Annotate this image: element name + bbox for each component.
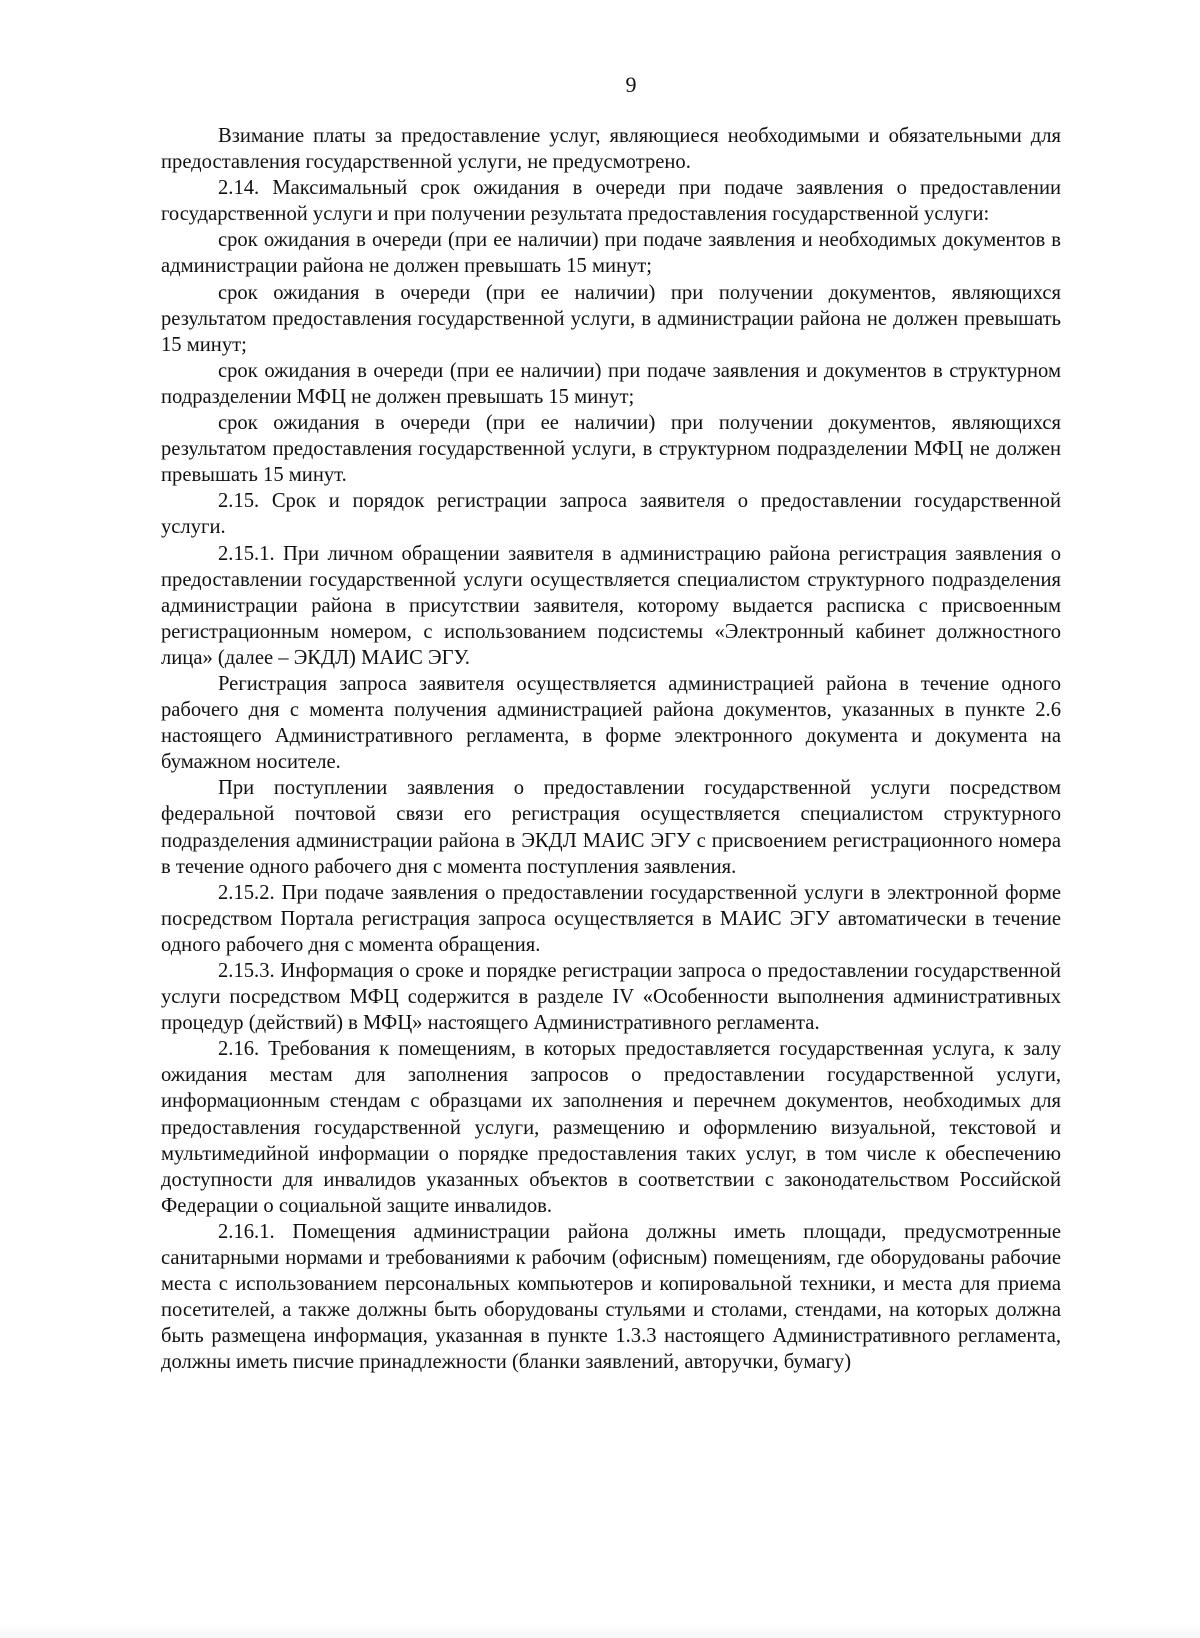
document-body xyxy=(161,123,1061,1376)
scan-bottom-edge xyxy=(0,1622,1200,1638)
paragraph-2-15-1: 2.15.1. При личном обращении заявителя в администрацию района регистрация заявления о предоставлении государственной услуги осуществляется специалистом структурного подразделения администрации района в присутствии заявителя, которому выдается расписка с присвоенным регистрационным номером, с использованием подсистемы «Электронный кабинет должностного лица» (далее – ЭКДЛ) МАИС ЭГУ. xyxy=(161,542,1061,669)
paragraph-fee: Взимание платы за предоставление услуг, являющиеся необходимыми и обязательными для предоставления государственной услуги, не предусмотрено. xyxy=(161,125,1061,174)
paragraph-2-14: 2.14. Максимальный срок ожидания в очереди при подаче заявления о предоставлении государственной услуги и при получении результата предоставления государственной услуги: xyxy=(161,177,1061,226)
paragraph-registration-post: При поступлении заявления о предоставлении государственной услуги посредством федеральной почтовой связи его регистрация осуществляется специалистом структурного подразделения администрации района в ЭКДЛ МАИС ЭГУ с присвоением регистрационного номера в течение одного рабочего дня с момента поступления заявления. xyxy=(161,777,1061,878)
page-number: 9 xyxy=(625,72,637,97)
paragraph-2-16: 2.16. Требования к помещениям, в которых предоставляется государственная услуга, к залу ожидания местам для заполнения запросов о предоставлении государственной услуги, информационным стендам с образцами их заполнения и перечнем документов, необходимых для предоставления государственной услуги, размещению и оформлению визуальной, текстовой и мультимедийной информации о порядке предоставления таких услуг, в том числе к обеспечению доступности для инвалидов указанных объектов в соответствии с законодательством Российской Федерации о социальной защите инвалидов. xyxy=(161,1038,1061,1217)
paragraph-2-15: 2.15. Срок и порядок регистрации запроса заявителя о предоставлении государственной услуги. xyxy=(161,490,1061,539)
paragraph-wait-mfc-submit: срок ожидания в очереди (при ее наличии) при подаче заявления и документов в структурном подразделении МФЦ не должен превышать 15 минут; xyxy=(161,359,1061,408)
paragraph-wait-admin-submit: срок ожидания в очереди (при ее наличии) при подаче заявления и необходимых документов в администрации района не должен превышать 15 минут; xyxy=(161,229,1061,278)
paragraph-wait-admin-receive: срок ожидания в очереди (при ее наличии) при получении документов, являющихся результатом предоставления государственной услуги, в администрации района не должен превышать 15 минут; xyxy=(161,281,1061,356)
paragraph-wait-mfc-receive: срок ожидания в очереди (при ее наличии) при получении документов, являющихся результатом предоставления государственной услуги, в структурном подразделении МФЦ не должен превышать 15 минут. xyxy=(161,412,1061,487)
paragraph-2-15-3: 2.15.3. Информация о сроке и порядке регистрации запроса о предоставлении государственной услуги посредством МФЦ содержится в разделе IV «Особенности выполнения административных процедур (действий) в МФЦ» настоящего Административного регламента. xyxy=(161,960,1061,1035)
paragraph-2-16-1: 2.16.1. Помещения администрации района должны иметь площади, предусмотренные санитарными нормами и требованиями к рабочим (офисным) помещениям, где оборудованы рабочие места с использованием персональных компьютеров и копировальной техники, и места для приема посетителей, а также должны быть оборудованы стульями и столами, стендами, на которых должна быть размещена информация, указанная в пункте 1.3.3 настоящего Административного регламента, должны иметь писчие принадлежности (бланки заявлений, авторучки, бумагу) xyxy=(161,1220,1061,1374)
paragraph-2-15-2: 2.15.2. При подаче заявления о предоставлении государственной услуги в электронной форме посредством Портала регистрация запроса осуществляется в МАИС ЭГУ автоматически в течение одного рабочего дня с момента обращения. xyxy=(161,881,1061,956)
paragraph-registration-admin: Регистрация запроса заявителя осуществляется администрацией района в течение одного рабочего дня с момента получения администрацией района документов, указанных в пункте 2.6 настоящего Административного регламента, в форме электронного документа и документа на бумажном носителе. xyxy=(161,672,1061,774)
